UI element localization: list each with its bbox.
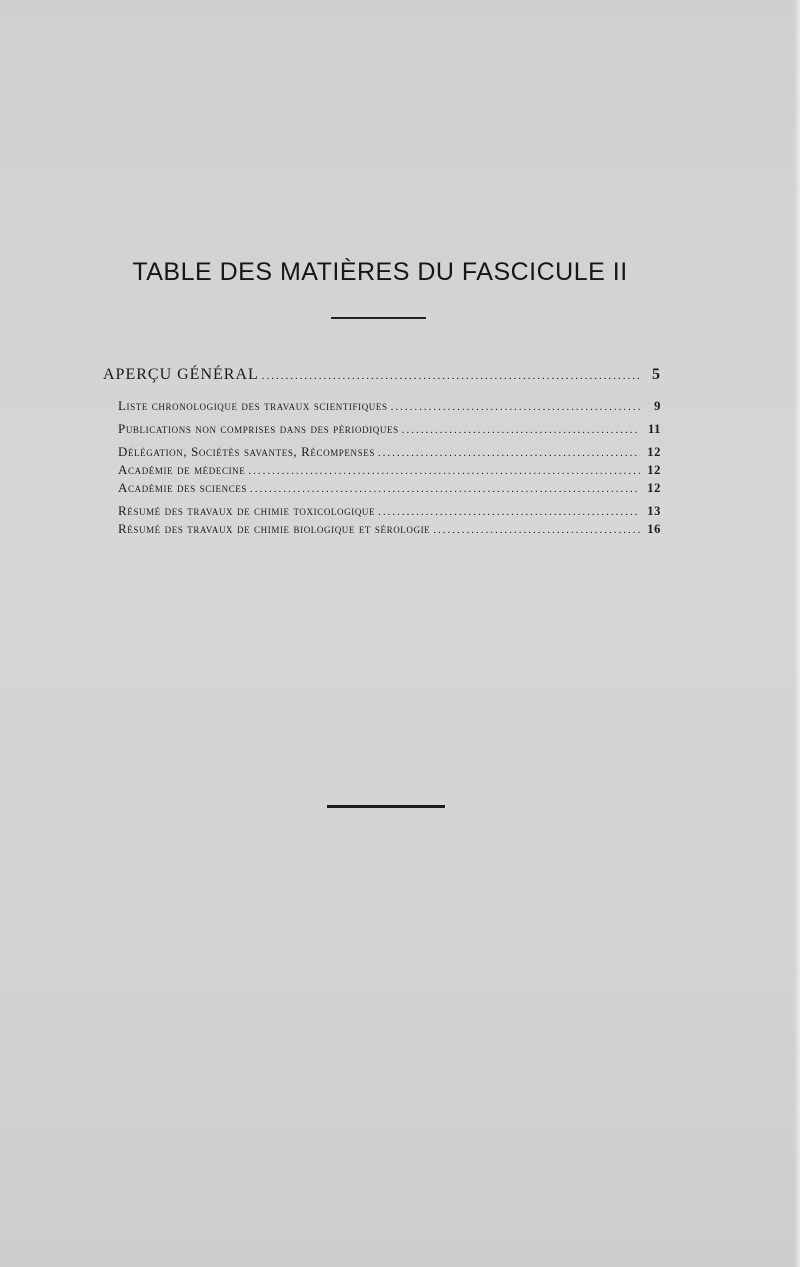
toc-leader-dots (391, 401, 640, 413)
closing-rule (327, 805, 445, 808)
toc-entry-label: Académie de médecine (118, 462, 246, 477)
toc-entry-page: 12 (647, 463, 661, 477)
toc-entry-label: Publications non comprises dans des périodiques (118, 421, 399, 436)
toc-entry-page: 16 (647, 522, 661, 536)
toc-entry-label: Délégation, Sociétés savantes, Récompenses (118, 444, 375, 459)
page-edge (794, 0, 800, 1267)
toc-entry-page: 5 (652, 366, 661, 383)
toc-leader-dots (248, 465, 640, 477)
toc-entry-resume-biologique (103, 521, 661, 537)
table-of-contents (103, 366, 661, 537)
toc-leader-dots (250, 483, 640, 495)
toc-entry-apercu (103, 366, 661, 394)
title-rule (331, 317, 426, 319)
toc-entry-page: 12 (647, 481, 661, 495)
toc-entry-resume-toxicologique (103, 503, 661, 519)
toc-entry-academie-sciences (103, 480, 661, 496)
toc-leader-dots (402, 424, 640, 436)
toc-entry-label: Résumé des travaux de chimie biologique et sérologie (118, 521, 431, 536)
toc-entry-label: Résumé des travaux de chimie toxicologique (118, 503, 376, 518)
toc-entry-label: APERÇU GÉNÉRAL (103, 366, 259, 383)
toc-leader-dots (262, 370, 640, 382)
toc-entry-page: 13 (647, 504, 661, 518)
toc-entry-liste (103, 398, 661, 414)
page-title: TABLE DES MATIÈRES DU FASCICULE II (132, 258, 628, 286)
toc-entry-publications (103, 421, 661, 437)
toc-entry-label: Liste chronologique des travaux scientifiques (118, 398, 388, 413)
toc-leader-dots (378, 447, 640, 459)
toc-leader-dots (433, 524, 640, 536)
toc-entry-page: 12 (647, 445, 661, 459)
toc-entry-delegation (103, 444, 661, 460)
toc-entry-label: Académie des sciences (118, 480, 247, 495)
toc-leader-dots (378, 506, 640, 518)
toc-entry-page: 9 (654, 399, 661, 413)
toc-entry-academie-medecine (103, 462, 661, 478)
toc-entry-page: 11 (647, 422, 661, 436)
